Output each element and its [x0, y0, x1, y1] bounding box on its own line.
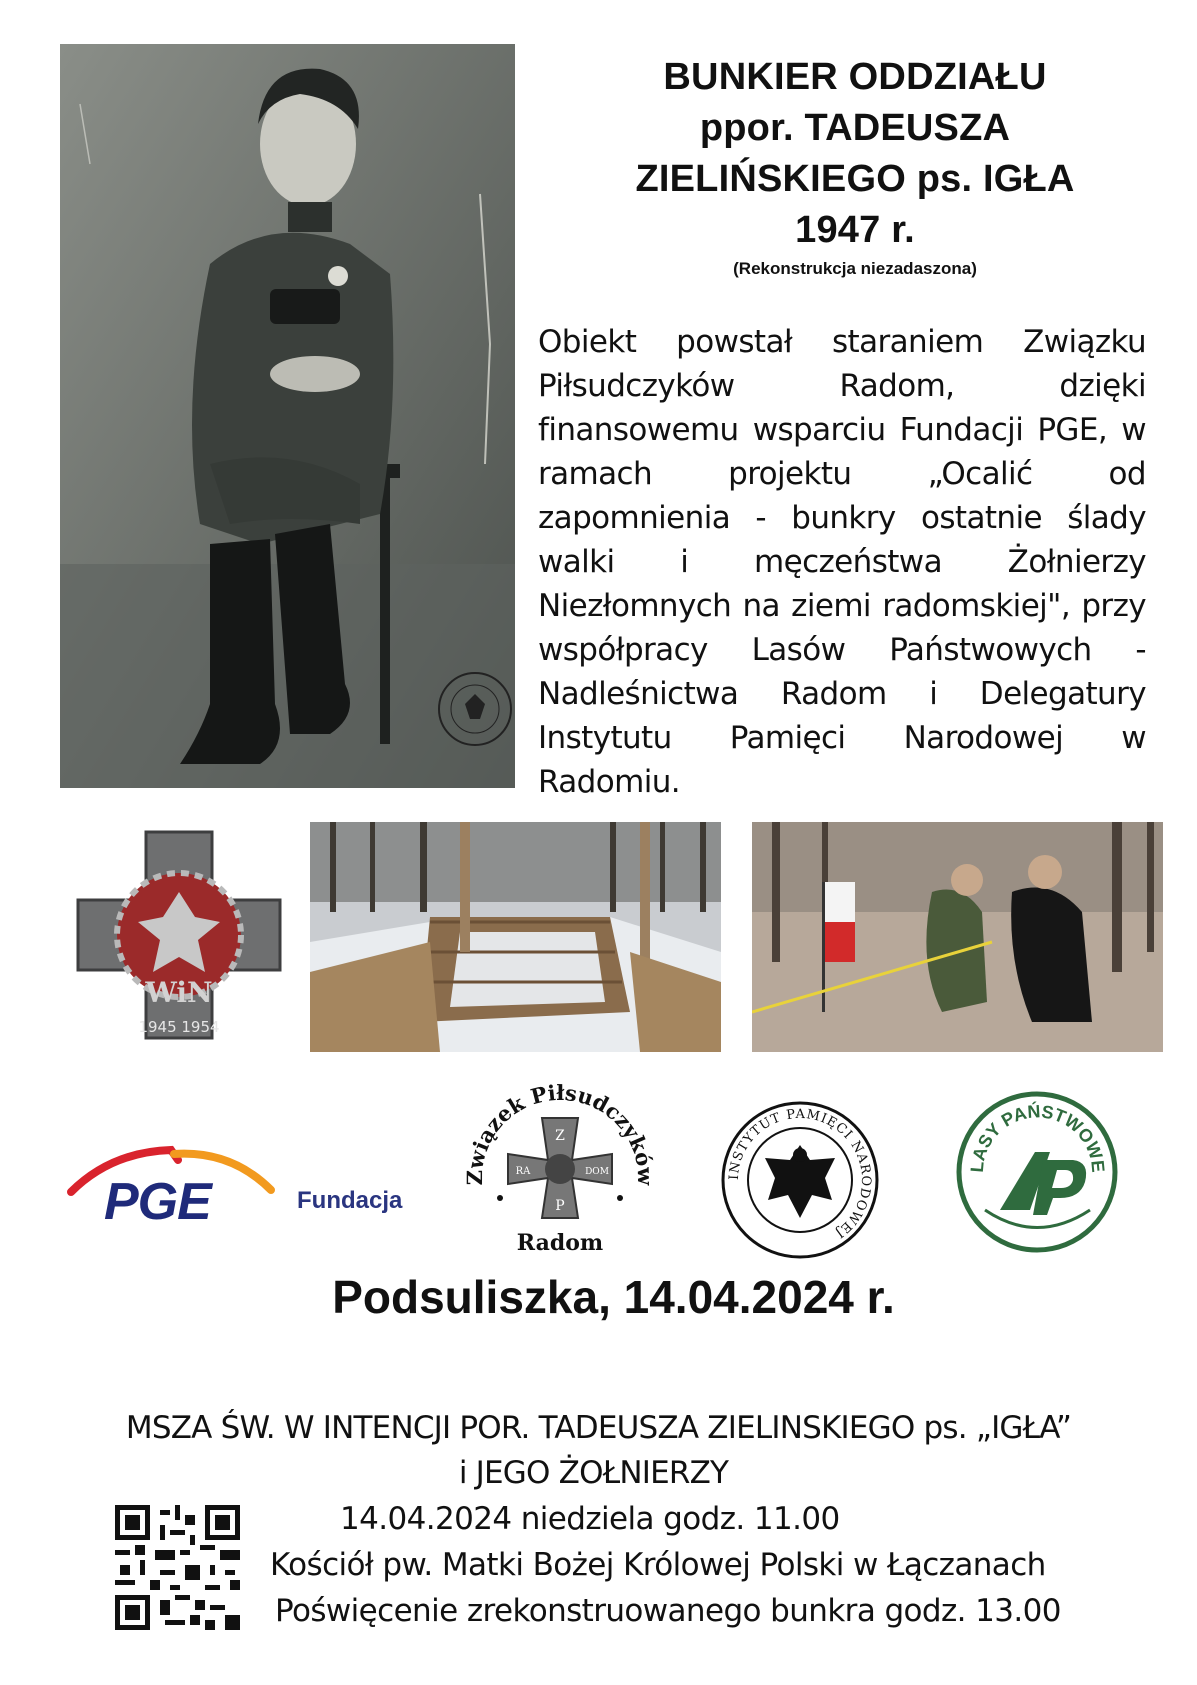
- blessing-time: Poświęcenie zrekonstruowanego bunkra godz. 13.00: [275, 1593, 1061, 1629]
- mass-church: Kościół pw. Matki Bożej Królowej Polski w Łączanach: [270, 1547, 1046, 1583]
- ipn-arc-text: INSTYTUT PAMIĘCI NARODOWEJ: [726, 1106, 874, 1241]
- zp-arc-text: Związek Piłsudczyków: [461, 1079, 659, 1186]
- ipn-logo: [720, 1100, 880, 1260]
- badge-years: 1945 1954: [138, 1018, 220, 1036]
- title-line-4: 1947 r.: [795, 209, 915, 251]
- zp-letter-p: P: [555, 1198, 565, 1214]
- field-measurement-photo: [752, 822, 1163, 1052]
- lp-arc-text: LASY PAŃSTWOWE: [966, 1101, 1109, 1174]
- fundacja-label: Fundacja: [297, 1187, 403, 1214]
- description-paragraph: Obiekt powstał staraniem Związku Piłsudczyków Radom, dzięki finansowemu wsparciu Fundacji PGE, w ramach projektu „Ocalić od zapomnienia - bunkry ostatnie ślady walki i męczeństwa Żołnierzy Niezłomnych na ziemi radomskiej", przy współpracy Lasów Państwowych - Nadleśnictwa Radom i Delegatury Instytutu Pamięci Narodowej w Radomiu.: [538, 324, 1146, 800]
- lasy-panstwowe-logo: [955, 1090, 1120, 1255]
- title-line-3: ZIELIŃSKIEGO ps. IGŁA: [635, 158, 1075, 200]
- title-line-1: BUNKIER ODDZIAŁU: [663, 56, 1047, 98]
- mass-date: 14.04.2024 niedziela godz. 11.00: [340, 1501, 840, 1537]
- qr-code[interactable]: [115, 1505, 240, 1630]
- badge-win-text: WiN: [145, 976, 213, 1009]
- mass-heading-line-2: i JEGO ŻOŁNIERZY: [458, 1455, 729, 1491]
- win-cross-badge: [68, 822, 290, 1048]
- zp-letter-ra: RA: [515, 1166, 531, 1177]
- zp-letter-z: Z: [555, 1128, 565, 1144]
- title-subtitle: (Rekonstrukcja niezadaszona): [733, 259, 977, 278]
- bunker-photo: [310, 822, 721, 1052]
- zp-city: Radom: [516, 1230, 604, 1256]
- pge-wordmark: PGE: [104, 1173, 211, 1231]
- zwiazek-pilsudczykow-logo: [460, 1078, 660, 1258]
- soldier-portrait-image: [60, 44, 515, 788]
- place-and-date: Podsuliszka, 14.04.2024 r.: [332, 1271, 895, 1323]
- mass-heading-line-1: MSZA ŚW. W INTENCJI POR. TADEUSZA ZIELINSKIEGO ps. „IGŁA”: [125, 1410, 1072, 1446]
- zp-letter-dom: DOM: [585, 1167, 609, 1177]
- portrait-photo: [60, 44, 515, 788]
- title-line-2: ppor. TADEUSZA: [699, 107, 1011, 149]
- title-block: [555, 52, 1155, 280]
